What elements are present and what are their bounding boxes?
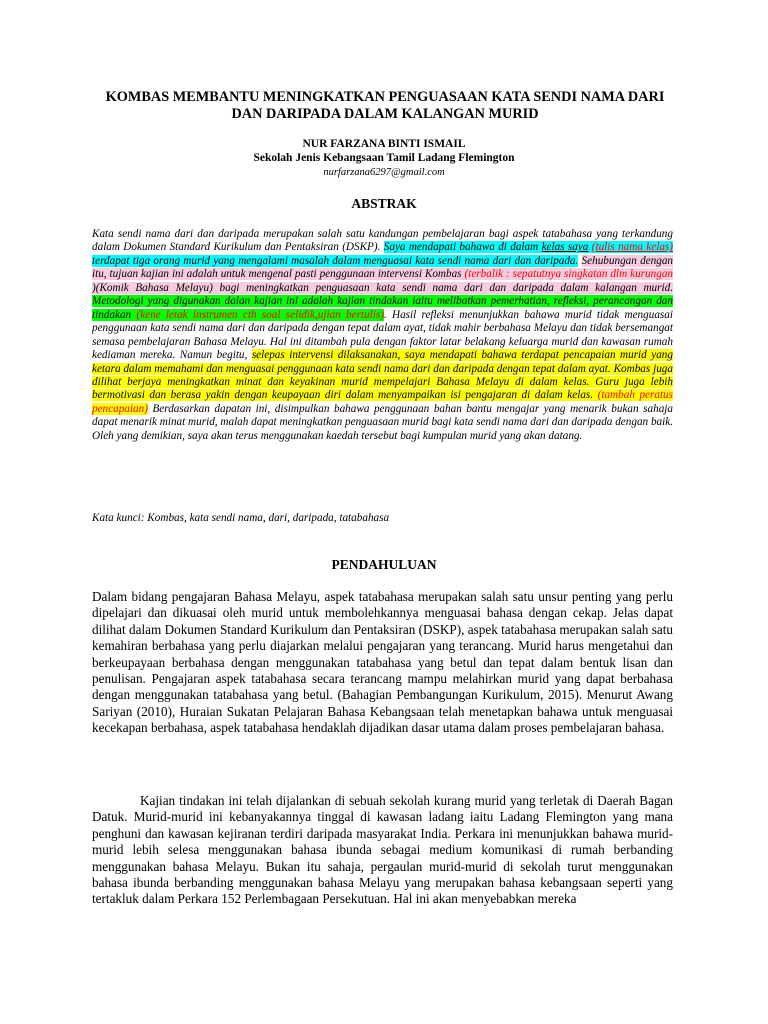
author-email: nurfarzana6297@gmail.com <box>323 167 445 178</box>
abstract-sentence: Berdasarkan dapatan ini, disimpulkan bahawa penggunaan bahan bantu mengajar yang menarik bukan sahaja dapat menarik minat murid, malah dapat meningkatkan penguasaan murid bagi kata sendi nama dari dan daripada dengan baik. Oleh yang demikian, saya akan terus menggunakan kaedah tersebut bagi kumpulan murid yang akan datang. <box>92 402 673 442</box>
author-name: NUR FARZANA BINTI ISMAIL <box>302 138 466 150</box>
section-heading: PENDAHULUAN <box>331 557 437 572</box>
comment-note: (tambah peratus pencapaian) <box>92 389 674 415</box>
abstract-sentence: Kata sendi nama dari dan daripada merupakan salah satu kandungan pembelajaran bagi aspek tatabahasa yang terkandung dalam Dokumen Standard Kurikulum dan Pentaksiran (DSKP). <box>92 228 673 254</box>
body-paragraph: Dalam bidang pengajaran Bahasa Melayu, aspek tatabahasa merupakan salah satu unsur penting yang perlu dipelajari dan dikuasai oleh murid untuk membolehkannya menguasai bahasa dengan cekap. Jelas dapat dilihat dalam Dokumen Standard Kurikulum dan Pentaksiran (DSKP), aspek tatabahasa merupakan salah satu kemahiran berbahasa yang perlu diajarkan melalui pengajaran yang terancang. Murid harus mengetahui dan berkeupayaan berbahasa dengan menggunakan tatabahasa yang betul dan tepat dalam bentuk lisan dan penulisan. Pengajaran aspek tatabahasa secara terancang mampu melahirkan murid yang dapat berbahasa dengan menggunakan tatabahasa yang betul. (Bahagian Pembangungan Kurikulum, 2015). Menurut Awang Sariyan (2010), Huraian Sukatan Pelajaran Bahasa Kebangsaan telah menetapkan bahawa untuk menguasai kecekapan berbahasa, aspek tatabahasa hendaklah dijadikan dasar utama dalam proses pembelajaran bahasa. <box>92 589 673 736</box>
abstract-heading: ABSTRAK <box>351 196 417 211</box>
body-paragraph: Kajian tindakan ini telah dijalankan di sebuah sekolah kurang murid yang terletak di Daerah Bagan Datuk. Murid-murid ini kebanyakannya tinggal di kawasan ladang iaitu Ladang Flemington yang mana penghuni dan kawasan kejiranan terdiri daripada masyarakat India. Perkara ini menunjukkan bahawa murid-murid lebih selesa menggunakan bahasa ibunda sebagai medium komunikasi di rumah berbanding menggunakan bahasa Melayu. Bukan itu sahaja, pergaulan murid-murid di sekolah turut menggunakan bahasa ibunda berbanding menggunakan bahasa Melayu yang merupakan bahasa kebangsaan seperti yang tertakluk dalam Perkara 152 Perlembagaan Persekutuan. Hal ini akan menyebabkan mereka <box>92 793 673 907</box>
abstract-sentence: Hasil refleksi menunjukkan bahawa murid tidak menguasai penggunaan kata sendi nama dari dan daripada dengan tepat dalam ayat, tidak mahir berbahasa Melayu dan tidak bersemangat semasa pembelajaran Bahasa Melayu. Hal ini ditambah pula dengan faktor latar belakang keluarga murid dan kawasan rumah kediaman mereka. Namun begitu, <box>92 308 673 362</box>
author-affiliation: Sekolah Jenis Kebangsaan Tamil Ladang Flemington <box>253 152 515 164</box>
paper-title: KOMBAS MEMBANTU MENINGKATKAN PENGUASAAN KATA SENDI NAMA DARI DAN DARIPADA DALAM KALANGAN MURID <box>105 89 665 122</box>
comment-note: (kene letak instrumen cth soal selidik,ujian bertulis) <box>136 308 384 321</box>
highlight-pink: Sehubungan dengan itu, tujuan kajian ini adalah untuk mengenal pasti penggunaan intervensi Kombas (terbalik : sepatutnya singkatan dlm kurungan )(Komik Bahasa Melayu) bagi meningkatkan penguasaan kata sendi nama dari dan daripada dalam kalangan murid. <box>92 254 674 294</box>
comment-note: (terbalik : sepatutnya singkatan dlm kurungan <box>464 268 674 281</box>
comment-note: (tulis nama kelas) <box>591 241 674 254</box>
keywords: Kata kunci: Kombas, kata sendi nama, dari, daripada, tatabahasa <box>92 512 390 524</box>
highlight-green: Metodologi yang digunakan dalan kajian ini adalah kajian tindakan iaitu melibatkan pemerhatian, refleksi, perancangan dan tindakan (kene letak instrumen cth soal selidik,ujian bertulis) <box>92 295 673 321</box>
abstract-body: Kata sendi nama dari dan daripada merupakan salah satu kandungan pembelajaran bagi aspek tatabahasa yang terkandung dalam Dokumen Standard Kurikulum dan Pentaksiran (DSKP). Saya mendapati bahawa di dalam kelas saya (tulis nama kelas) terdapat tiga orang murid yang mengalami masalah dalam menguasai kata sendi nama dari dan daripada. Sehubungan dengan itu, tujuan kajian ini adalah untuk mengenal pasti penggunaan intervensi Kombas (terbalik : sepatutnya singkatan dlm kurungan )(Komik Bahasa Melayu) bagi meningkatkan penguasaan kata sendi nama dari dan daripada dalam kalangan murid. Metodologi yang digunakan dalan kajian ini adalah kajian tindakan iaitu melibatkan pemerhatian, refleksi, perancangan dan tindakan (kene letak instrumen cth soal selidik,ujian bertulis). Hasil refleksi menunjukkan bahawa murid tidak menguasai penggunaan kata sendi nama dari dan daripada dengan tepat dalam ayat, tidak mahir berbahasa Melayu dan tidak bersemangat semasa pembelajaran Bahasa Melayu. Hal ini ditambah pula dengan faktor latar belakang keluarga murid dan kawasan rumah kediaman mereka. Namun begitu, selepas intervensi dilaksanakan, saya mendapati bahawa terdapat pencapaian murid yang ketara dalam memahami dan menguasai penggunaan kata sendi nama dari dan daripada dengan tepat dalam ayat. Kombas juga dilihat berjaya meningkatkan minat dan keyakinan murid mempelajari Bahasa Melayu di dalam kelas. Guru juga lebih bermotivasi dan berasa yakin dengan keupayaan diri dalam menyampaikan isi pengajaran di dalam kelas. (tambah peratus pencapaian) Berdasarkan dapatan ini, disimpulkan bahawa penggunaan bahan bantu mengajar yang menarik bukan sahaja dapat menarik minat murid, malah dapat meningkatkan penguasaan murid bagi kata sendi nama dari dan daripada dengan baik. Oleh yang demikian, saya akan terus menggunakan kaedah tersebut bagi kumpulan murid yang akan datang. <box>92 228 674 442</box>
highlight-yellow: selepas intervensi dilaksanakan, saya mendapati bahawa terdapat pencapaian murid yang ketara dalam memahami dan menguasai penggunaan kata sendi nama dari dan daripada dengan tepat dalam ayat. Kombas juga dilihat berjaya meningkatkan minat dan keyakinan murid mempelajari Bahasa Melayu di dalam kelas. Guru juga lebih bermotivasi dan berasa yakin dengan keupayaan diri dalam menyampaikan isi pengajaran di dalam kelas. (tambah peratus pencapaian) <box>92 349 674 415</box>
highlight-cyan: Saya mendapati bahawa di dalam kelas saya (tulis nama kelas) terdapat tiga orang murid yang mengalami masalah dalam menguasai kata sendi nama dari dan daripada. <box>92 241 674 267</box>
